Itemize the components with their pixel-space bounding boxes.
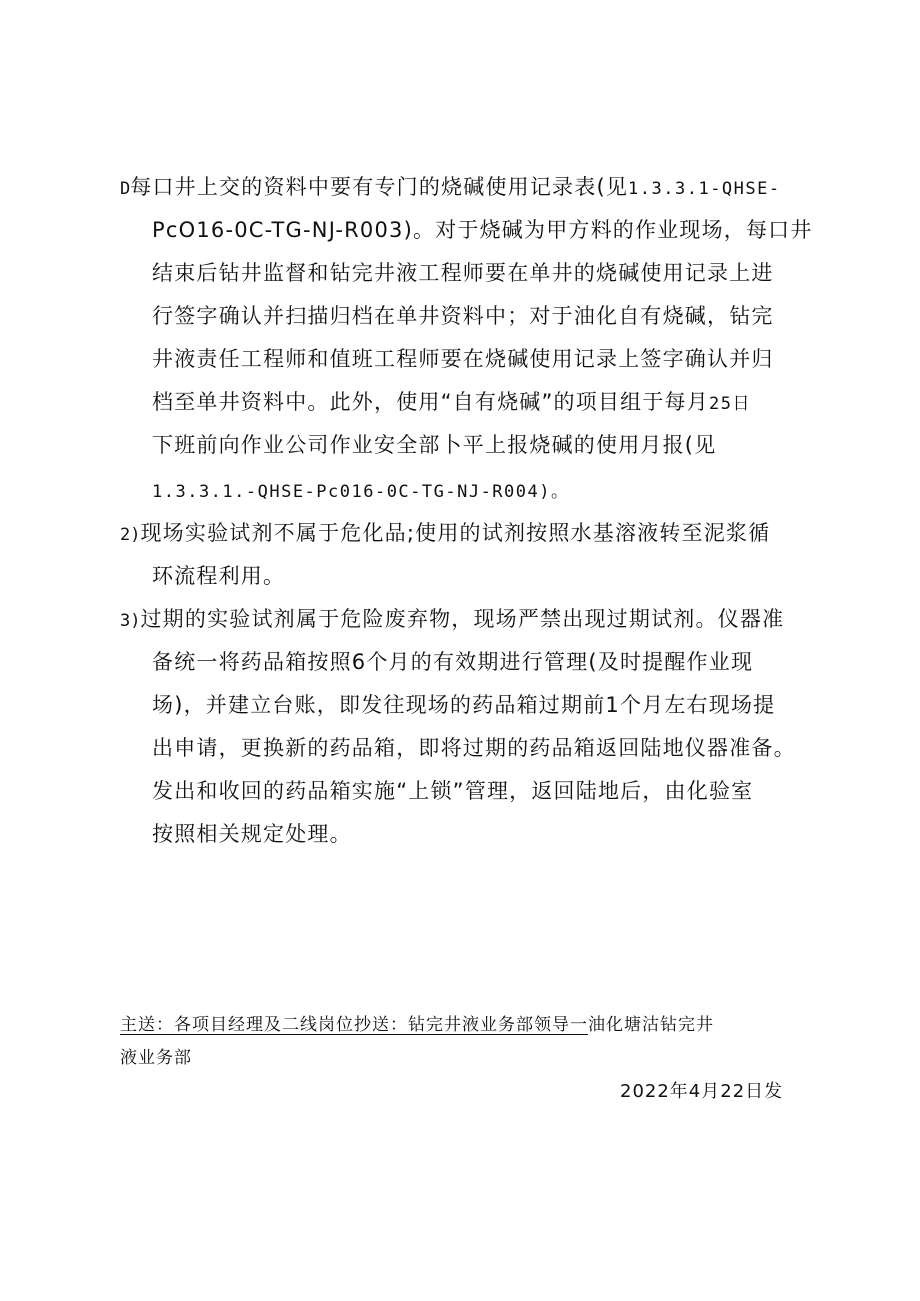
item3-text-c: 场)，并建立台账，即发往现场的药品箱过期前1个月左右现场提	[152, 693, 776, 717]
item3-line5	[152, 776, 753, 806]
distribution-continued: 液业务部	[120, 1048, 192, 1068]
item1-text-b: PcO16-0C-TG-NJ-R003)。对于烧碱为甲方料的作业现场，每口井	[152, 218, 813, 242]
item1-code-b: 1.3.3.1.-QHSE-Pc016-0C-TG-NJ-R004)。	[152, 482, 570, 502]
item3-text-e: 发出和收回的药品箱实施“上锁”管理，返回陆地后，由化验室	[152, 779, 754, 803]
item1-marker: D	[120, 179, 131, 199]
item1-text-e: 井液责任工程师和值班工程师要在烧碱使用记录上签字确认并归	[152, 347, 774, 371]
item3-line1	[120, 604, 784, 636]
issue-date	[620, 1079, 783, 1105]
item1-text-a: 每口井上交的资料中要有专门的烧碱使用记录表(见	[130, 175, 629, 199]
item3-line6	[152, 819, 352, 849]
item1-line6	[152, 387, 751, 419]
item1-text-g: 下班前向作业公司作业安全部卜平上报烧碱的使用月报(见	[152, 433, 717, 457]
item1-line1	[120, 172, 781, 204]
item2-line2	[152, 561, 285, 591]
item3-line3	[152, 690, 775, 720]
item1-line5	[152, 344, 774, 374]
item1-line3	[152, 258, 774, 288]
item3-text-b: 备统一将药品箱按照6个月的有效期进行管理(及时提醒作业现	[152, 650, 754, 674]
distribution-rest: 油化塘沽钻完井	[588, 1015, 714, 1035]
item1-text-c: 结束后钻井监督和钻完井液工程师要在单井的烧碱使用记录上进	[152, 261, 774, 285]
item1-line2	[152, 215, 813, 245]
item1-line4	[152, 301, 774, 331]
item3-line4	[152, 733, 796, 763]
item3-text-d: 出申请，更换新的药品箱，即将过期的药品箱返回陆地仪器准备。	[152, 736, 796, 760]
item2-marker: 2)	[120, 525, 141, 545]
item1-text-f: 档至单井资料中。此外，使用“自有烧碱”的项目组于每月	[152, 390, 709, 414]
issue-date-text: 2022年4月22日发	[620, 1081, 784, 1102]
distribution-line2	[120, 1045, 192, 1071]
item1-line7	[152, 430, 716, 460]
item2-text-b: 环流程利用。	[152, 564, 286, 588]
distribution-line	[120, 1012, 714, 1038]
item3-text-f: 按照相关规定处理。	[152, 822, 352, 846]
item1-line8	[152, 477, 570, 507]
item1-day: 25日	[708, 394, 751, 414]
item2-text-a: 现场实验试剂不属于危化品;使用的试剂按照水基溶液转至泥浆循	[140, 521, 771, 545]
item3-line2	[152, 647, 753, 677]
item2-line1	[120, 518, 770, 550]
item1-code-a: 1.3.3.1-QHSE-	[628, 179, 781, 199]
distribution-underlined: 主送：各项目经理及二线岗位抄送：钻完井液业务部领导一	[120, 1015, 588, 1035]
item1-text-d: 行签字确认并扫描归档在单井资料中；对于油化自有烧碱，钻完	[152, 304, 774, 328]
item3-text-a: 过期的实验试剂属于危险废弃物，现场严禁出现过期试剂。仪器准	[140, 607, 785, 631]
item3-marker: 3)	[120, 611, 141, 631]
